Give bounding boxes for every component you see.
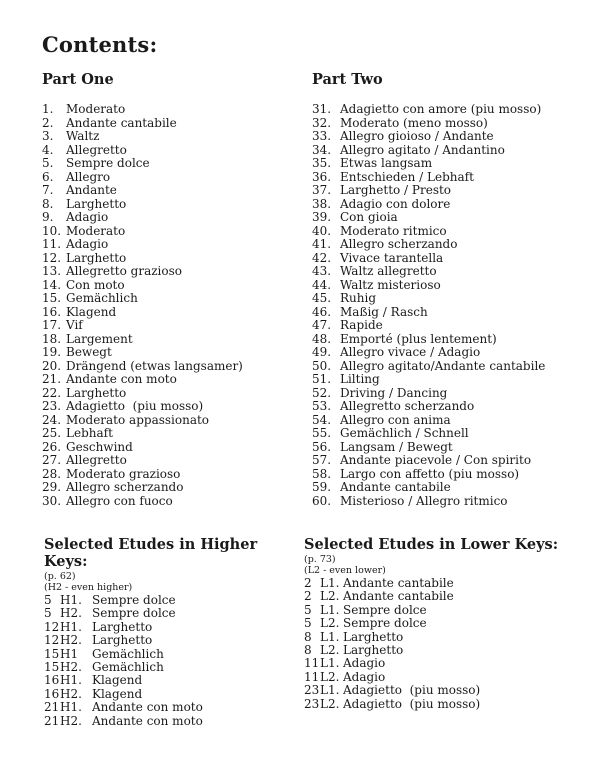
item-number: 15. xyxy=(42,291,62,305)
item-number: 17. xyxy=(42,318,62,332)
etude-number: 5 xyxy=(304,602,312,617)
etude-number: 5 xyxy=(304,616,312,631)
item-label: Allegro agitato / Andantino xyxy=(340,142,505,157)
higher-keys-note: (H2 - even higher) xyxy=(44,582,133,593)
etude-item xyxy=(304,577,596,590)
item-number: 9. xyxy=(42,210,54,224)
etude-key: L1. xyxy=(320,576,340,590)
item-label: Andante piacevole / Con spirito xyxy=(340,453,532,467)
item-label: Adagio xyxy=(66,210,109,224)
item-label: Langsam / Bewegt xyxy=(340,439,453,454)
item-label: Adagio con dolore xyxy=(340,196,451,211)
etude-item xyxy=(304,698,596,711)
higher-keys-list xyxy=(44,594,302,728)
item-number: 37. xyxy=(312,183,332,197)
item-number: 35. xyxy=(312,156,332,170)
toc-item xyxy=(42,333,304,347)
etude-item xyxy=(304,631,596,644)
item-number: 24. xyxy=(42,412,62,427)
toc-item xyxy=(312,252,598,266)
item-label: Ruhig xyxy=(340,291,377,305)
toc-item xyxy=(312,117,598,131)
item-number: 44. xyxy=(312,277,332,292)
item-label: Allegro con anima xyxy=(340,412,451,427)
toc-item xyxy=(312,481,598,495)
item-label: Moderato appassionato xyxy=(66,412,210,427)
item-number: 53. xyxy=(312,399,332,413)
toc-item xyxy=(42,184,304,198)
toc-item xyxy=(42,211,304,225)
item-number: 59. xyxy=(312,480,332,494)
toc-item xyxy=(42,346,304,360)
lower-keys-list xyxy=(304,577,596,711)
item-label: Allegretto xyxy=(66,453,127,467)
etude-label: Larghetto xyxy=(343,643,404,658)
etude-label: Sempre dolce xyxy=(92,593,176,607)
item-label: Allegretto scherzando xyxy=(340,399,475,413)
toc-item xyxy=(312,184,598,198)
item-label: Adagio xyxy=(66,237,109,251)
etude-label: Sempre dolce xyxy=(92,606,176,621)
toc-item xyxy=(312,292,598,306)
etude-label: Andante con moto xyxy=(92,713,203,728)
item-number: 42. xyxy=(312,250,332,265)
item-label: Emporté (plus lentement) xyxy=(340,331,497,346)
item-number: 55. xyxy=(312,426,332,440)
item-label: Moderato xyxy=(66,223,126,238)
item-number: 12. xyxy=(42,250,62,265)
item-label: Allegro vivace / Adagio xyxy=(340,345,481,359)
toc-item xyxy=(42,441,304,455)
etude-key: H2. xyxy=(60,633,82,648)
etude-key: H2. xyxy=(60,686,82,701)
toc-item xyxy=(312,373,598,387)
item-label: Andante xyxy=(66,183,117,197)
item-label: Gemächlich xyxy=(66,291,138,305)
item-label: Geschwind xyxy=(66,439,133,454)
etude-label: Larghetto xyxy=(92,633,153,648)
item-label: Adagietto (piu mosso) xyxy=(66,399,204,413)
item-number: 13. xyxy=(42,264,62,278)
item-label: Sempre dolce xyxy=(66,156,150,170)
etude-label: Adagio xyxy=(343,669,386,684)
etude-label: Adagietto (piu mosso) xyxy=(343,696,481,711)
etude-number: 2 xyxy=(304,576,312,590)
part-one-heading: Part One xyxy=(42,71,114,88)
toc-item xyxy=(42,157,304,171)
toc-item xyxy=(42,306,304,320)
item-number: 50. xyxy=(312,358,332,373)
etude-number: 5 xyxy=(44,606,52,621)
item-label: Waltz misterioso xyxy=(340,277,441,292)
etude-key: H2. xyxy=(60,606,82,621)
item-number: 2. xyxy=(42,115,54,130)
part-two-heading: Part Two xyxy=(312,71,383,88)
etude-key: L2. xyxy=(320,696,340,711)
etude-key: L1. xyxy=(320,656,340,671)
item-label: Moderato ritmico xyxy=(340,223,447,238)
toc-item xyxy=(42,252,304,266)
lower-keys-note: (L2 - even lower) xyxy=(304,565,386,576)
item-label: Larghetto / Presto xyxy=(340,183,452,197)
item-label: Driving / Dancing xyxy=(340,385,448,400)
item-label: Largement xyxy=(66,331,133,346)
toc-item xyxy=(42,171,304,185)
toc-item xyxy=(42,414,304,428)
item-number: 31. xyxy=(312,102,332,116)
item-label: Entschieden / Lebhaft xyxy=(340,169,474,184)
etude-number: 2 xyxy=(304,589,312,604)
toc-item xyxy=(312,157,598,171)
etude-label: Adagietto (piu mosso) xyxy=(343,683,481,698)
item-number: 5. xyxy=(42,156,54,170)
toc-item xyxy=(312,387,598,401)
item-number: 3. xyxy=(42,129,54,143)
item-number: 23. xyxy=(42,399,62,413)
etude-item xyxy=(304,590,596,603)
etude-key: L1. xyxy=(320,602,340,617)
etude-key: H1. xyxy=(60,593,82,607)
toc-item xyxy=(42,373,304,387)
item-label: Con moto xyxy=(66,277,125,292)
etude-label: Gemächlich xyxy=(92,660,164,675)
toc-item xyxy=(42,238,304,252)
item-number: 45. xyxy=(312,291,332,305)
etude-label: Larghetto xyxy=(92,619,153,634)
item-label: Klagend xyxy=(66,304,117,319)
etude-item xyxy=(304,684,596,697)
etude-number: 8 xyxy=(304,629,312,644)
toc-item xyxy=(42,400,304,414)
item-number: 14. xyxy=(42,277,62,292)
toc-item xyxy=(42,481,304,495)
item-label: Moderato xyxy=(66,102,126,116)
item-number: 19. xyxy=(42,345,62,359)
etude-key: H1 xyxy=(60,646,79,661)
item-label: Moderato grazioso xyxy=(66,466,181,481)
item-label: Adagietto con amore (piu mosso) xyxy=(340,102,542,116)
toc-item xyxy=(42,319,304,333)
etude-key: L2. xyxy=(320,616,340,631)
etude-item xyxy=(44,607,302,620)
etude-number: 23 xyxy=(304,683,320,698)
toc-item xyxy=(312,103,598,117)
item-label: Moderato (meno mosso) xyxy=(340,115,488,130)
item-number: 48. xyxy=(312,331,332,346)
item-number: 43. xyxy=(312,264,332,278)
item-label: Larghetto xyxy=(66,196,127,211)
item-number: 39. xyxy=(312,210,332,224)
item-label: Maßig / Rasch xyxy=(340,304,428,319)
item-label: Waltz xyxy=(66,129,100,143)
item-number: 25. xyxy=(42,426,62,440)
item-label: Vif xyxy=(66,318,83,332)
part-one-list xyxy=(42,103,304,508)
toc-item xyxy=(312,495,598,509)
item-label: Rapide xyxy=(340,318,383,332)
item-label: Drängend (etwas langsamer) xyxy=(66,358,243,373)
toc-item xyxy=(312,171,598,185)
section-higher-keys xyxy=(44,536,302,728)
item-label: Allegro gioioso / Andante xyxy=(340,129,494,143)
item-label: Allegro con fuoco xyxy=(66,493,173,508)
toc-item xyxy=(312,360,598,374)
etude-key: L1. xyxy=(320,683,340,698)
item-number: 10. xyxy=(42,223,62,238)
toc-item xyxy=(312,454,598,468)
item-number: 22. xyxy=(42,385,62,400)
etude-item xyxy=(44,674,302,687)
item-number: 36. xyxy=(312,169,332,184)
item-number: 1. xyxy=(42,102,54,116)
item-number: 8. xyxy=(42,196,54,211)
toc-item xyxy=(42,144,304,158)
toc-item xyxy=(312,265,598,279)
toc-item xyxy=(312,468,598,482)
toc-item xyxy=(42,292,304,306)
item-number: 28. xyxy=(42,466,62,481)
toc-item xyxy=(312,441,598,455)
item-number: 46. xyxy=(312,304,332,319)
toc-item xyxy=(312,306,598,320)
item-number: 58. xyxy=(312,466,332,481)
etude-label: Andante cantabile xyxy=(343,589,454,604)
item-number: 51. xyxy=(312,372,332,386)
etude-label: Sempre dolce xyxy=(343,616,427,631)
etude-key: H1. xyxy=(60,673,82,688)
toc-item xyxy=(42,360,304,374)
item-number: 49. xyxy=(312,345,332,359)
item-number: 60. xyxy=(312,493,332,508)
item-label: Misterioso / Allegro ritmico xyxy=(340,493,508,508)
toc-item xyxy=(42,454,304,468)
item-label: Andante con moto xyxy=(66,372,177,386)
item-number: 57. xyxy=(312,453,332,467)
higher-keys-page-ref: (p. 62) xyxy=(44,571,76,582)
page-title: Contents: xyxy=(42,32,158,57)
toc-item xyxy=(312,279,598,293)
etude-label: Larghetto xyxy=(343,629,404,644)
etude-item xyxy=(44,648,302,661)
toc-item xyxy=(42,117,304,131)
item-label: Allegro scherzando xyxy=(66,480,184,494)
item-number: 47. xyxy=(312,318,332,332)
toc-item xyxy=(42,279,304,293)
etude-label: Adagio xyxy=(343,656,386,671)
etude-item xyxy=(44,688,302,701)
item-label: Larghetto xyxy=(66,385,127,400)
etude-label: Klagend xyxy=(92,673,143,688)
item-label: Allegro scherzando xyxy=(340,237,458,251)
etude-label: Andante con moto xyxy=(92,700,203,715)
toc-item xyxy=(312,427,598,441)
etude-label: Gemächlich xyxy=(92,646,164,661)
etude-number: 21 xyxy=(44,700,60,715)
toc-item xyxy=(42,103,304,117)
etude-key: L2. xyxy=(320,669,340,684)
item-number: 52. xyxy=(312,385,332,400)
lower-keys-page-ref: (p. 73) xyxy=(304,554,336,565)
toc-item xyxy=(42,495,304,509)
etude-key: L1. xyxy=(320,629,340,644)
item-label: Lebhaft xyxy=(66,426,113,440)
item-label: Andante cantabile xyxy=(66,115,177,130)
etude-key: H2. xyxy=(60,713,82,728)
toc-item xyxy=(312,211,598,225)
toc-item xyxy=(312,198,598,212)
etude-number: 5 xyxy=(44,593,52,607)
item-label: Vivace tarantella xyxy=(340,250,444,265)
etude-item xyxy=(304,644,596,657)
item-number: 18. xyxy=(42,331,62,346)
etude-number: 16 xyxy=(44,673,60,688)
etude-label: Klagend xyxy=(92,686,143,701)
lower-keys-heading: Selected Etudes in Lower Keys: xyxy=(304,536,559,553)
etude-key: H1. xyxy=(60,619,82,634)
part-two-list xyxy=(312,103,598,508)
item-number: 32. xyxy=(312,115,332,130)
toc-item xyxy=(42,225,304,239)
etude-item xyxy=(44,701,302,714)
item-number: 40. xyxy=(312,223,332,238)
toc-item xyxy=(312,238,598,252)
etude-item xyxy=(44,621,302,634)
item-number: 16. xyxy=(42,304,62,319)
item-number: 34. xyxy=(312,142,332,157)
toc-item xyxy=(42,427,304,441)
etude-number: 11 xyxy=(304,669,320,684)
toc-item xyxy=(42,468,304,482)
etude-number: 12 xyxy=(44,619,60,634)
item-number: 33. xyxy=(312,129,332,143)
item-number: 6. xyxy=(42,169,54,184)
item-number: 41. xyxy=(312,237,332,251)
etude-key: H1. xyxy=(60,700,82,715)
item-label: Lilting xyxy=(340,372,380,386)
item-number: 4. xyxy=(42,142,54,157)
item-label: Allegretto xyxy=(66,142,127,157)
item-label: Etwas langsam xyxy=(340,156,433,170)
etude-label: Andante cantabile xyxy=(343,576,454,590)
etude-item xyxy=(44,661,302,674)
item-label: Larghetto xyxy=(66,250,127,265)
etude-item xyxy=(44,594,302,607)
item-label: Allegro xyxy=(66,169,111,184)
item-label: Waltz allegretto xyxy=(340,264,437,278)
item-number: 11. xyxy=(42,237,62,251)
etude-number: 21 xyxy=(44,713,60,728)
etude-item xyxy=(304,604,596,617)
item-label: Allegretto grazioso xyxy=(66,264,182,278)
toc-item xyxy=(42,387,304,401)
item-label: Andante cantabile xyxy=(340,480,451,494)
item-number: 21. xyxy=(42,372,62,386)
item-label: Allegro agitato/Andante cantabile xyxy=(340,358,546,373)
toc-item xyxy=(312,319,598,333)
item-number: 29. xyxy=(42,480,62,494)
etude-key: L2. xyxy=(320,589,340,604)
item-number: 56. xyxy=(312,439,332,454)
item-label: Bewegt xyxy=(66,345,112,359)
etude-label: Sempre dolce xyxy=(343,602,427,617)
item-number: 38. xyxy=(312,196,332,211)
etude-item xyxy=(304,671,596,684)
etude-key: H2. xyxy=(60,660,82,675)
toc-item xyxy=(312,130,598,144)
etude-item xyxy=(304,617,596,630)
item-number: 26. xyxy=(42,439,62,454)
etude-item xyxy=(304,657,596,670)
item-label: Con gioia xyxy=(340,210,398,224)
etude-number: 23 xyxy=(304,696,320,711)
section-part-one xyxy=(42,71,304,508)
item-number: 27. xyxy=(42,453,62,467)
higher-keys-heading: Selected Etudes in Higher Keys: xyxy=(44,536,258,570)
etude-number: 12 xyxy=(44,633,60,648)
item-number: 54. xyxy=(312,412,332,427)
toc-item xyxy=(312,400,598,414)
etude-key: L2. xyxy=(320,643,340,658)
toc-item xyxy=(42,265,304,279)
toc-item xyxy=(312,225,598,239)
etude-number: 11 xyxy=(304,656,320,671)
etude-item xyxy=(44,634,302,647)
toc-item xyxy=(312,346,598,360)
toc-item xyxy=(42,130,304,144)
toc-item xyxy=(312,414,598,428)
item-number: 7. xyxy=(42,183,54,197)
item-label: Gemächlich / Schnell xyxy=(340,426,469,440)
etude-number: 15 xyxy=(44,646,60,661)
section-lower-keys xyxy=(304,536,596,711)
item-label: Largo con affetto (piu mosso) xyxy=(340,466,520,481)
item-number: 30. xyxy=(42,493,62,508)
etude-number: 8 xyxy=(304,643,312,658)
toc-item xyxy=(42,198,304,212)
etude-number: 15 xyxy=(44,660,60,675)
section-part-two xyxy=(312,71,598,508)
item-number: 20. xyxy=(42,358,62,373)
toc-item xyxy=(312,144,598,158)
etude-item xyxy=(44,715,302,728)
toc-item xyxy=(312,333,598,347)
etude-number: 16 xyxy=(44,686,60,701)
